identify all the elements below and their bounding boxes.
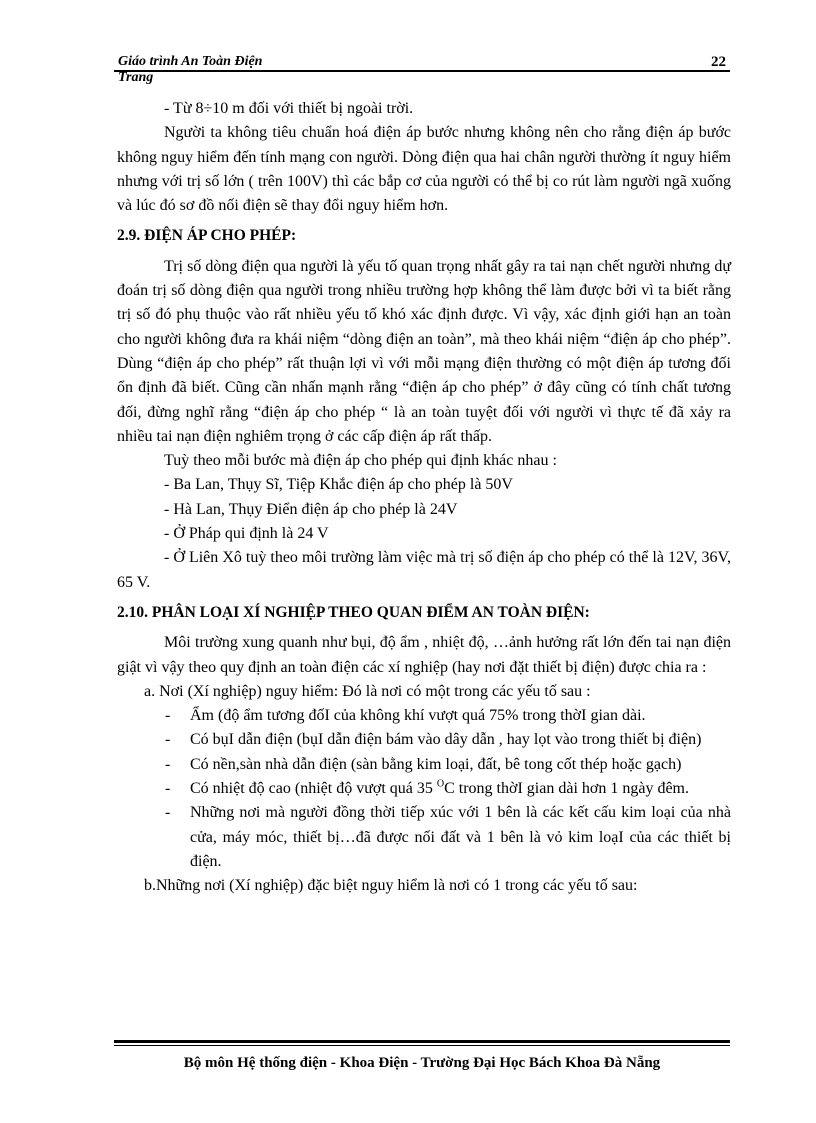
paragraph: Người ta không tiêu chuẩn hoá điện áp bước nhưng không nên cho rằng điện áp bước không nguy hiểm đến tính mạng con người. Dòng điện qua hai chân người thường ít nguy hiểm nhưng với trị số lớn ( trên 100V) thì các bắp cơ của người có thể bị co rút làm người ngã xuống và lúc đó sơ đồ nối điện sẽ thay đổi nguy hiểm hơn.	[117, 124, 731, 215]
list-item	[117, 753, 731, 777]
header-title: Giáo trình An Toàn Điện	[118, 54, 263, 69]
list-item: - Ba Lan, Thụy Sĩ, Tiệp Khắc điện áp cho phép là 50V	[164, 476, 513, 494]
page-header	[114, 54, 730, 90]
list-item	[117, 704, 731, 728]
header-subtitle: Trang	[118, 70, 154, 85]
list-item-text: Có bụI dẫn điện (bụI dẫn điện bám vào dây dẫn , hay lọt vào trong thiết bị điện)	[190, 731, 702, 749]
list-item	[117, 801, 731, 874]
subsection-b-title: b.Những nơi (Xí nghiệp) đặc biệt nguy hiểm là nơi có 1 trong các yếu tố sau:	[144, 877, 638, 895]
paragraph: Môi trường xung quanh như bụi, độ ẩm , nhiệt độ, …ảnh hưởng rất lớn đến tai nạn điện giật vì vậy theo quy định an toàn điện các xí nghiệp (hay nơi đặt thiết bị điện) được chia ra :	[117, 634, 731, 676]
list-item-text: C trong thờI gian dài hơn 1 ngày đêm.	[444, 780, 689, 798]
list-item-text: Ẩm (độ ẩm tương đốI của không khí vượt quá 75% trong thờI gian dài.	[190, 707, 646, 725]
paragraph: Tuỳ theo mỗi bước mà điện áp cho phép qui định khác nhau :	[164, 452, 557, 470]
bullet-mark: -	[165, 804, 171, 822]
list-item	[117, 728, 731, 752]
degree-superscript: O	[436, 778, 445, 790]
footer-rule	[114, 1045, 730, 1046]
footer-text: Bộ môn Hệ thống điện - Khoa Điện - Trường Đại Học Bách Khoa Đà Nẵng	[183, 1055, 661, 1071]
page-number: 22	[711, 54, 726, 70]
list-item	[117, 777, 731, 801]
subsection-a-title: a. Nơi (Xí nghiệp) nguy hiểm: Đó là nơi có một trong các yếu tố sau :	[144, 682, 591, 700]
bullet-mark: -	[165, 731, 171, 749]
list-item: - Ở Pháp qui định là 24 V	[164, 525, 329, 543]
bullet-mark: -	[165, 780, 171, 798]
page-body	[117, 97, 731, 899]
list-item: - Hà Lan, Thụy Điển điện áp cho phép là 24V	[164, 500, 458, 518]
section-heading-2-9: 2.9. ĐIỆN ÁP CHO PHÉP:	[117, 227, 297, 245]
paragraph: - Từ 8÷10 m đối với thiết bị ngoài trời.	[164, 100, 414, 117]
list-item-text: Những nơi mà người đồng thời tiếp xúc với 1 bên là các kết cấu kim loại của nhà cửa, máy móc, thiết bị…đã được nối đất và 1 bên là vỏ kim loạI của các thiết bị điện.	[190, 804, 731, 870]
list-item-text: Có nhiệt độ cao (nhiệt độ vượt quá 35	[190, 780, 437, 798]
bullet-mark: -	[165, 707, 171, 725]
list-item-text: Có nền,sàn nhà dẫn điện (sàn bằng kim loại, đất, bê tong cốt thép hoặc gạch)	[190, 755, 682, 773]
header-rule	[114, 70, 730, 72]
bullet-list	[117, 704, 731, 874]
bullet-mark: -	[165, 755, 171, 773]
section-heading-2-10: 2.10. PHÂN LOẠI XÍ NGHIỆP THEO QUAN ĐIỂM AN TOÀN ĐIỆN:	[117, 603, 590, 621]
footer-rule	[114, 1040, 730, 1043]
list-item: - Ở Liên Xô tuỳ theo môi trường làm việc mà trị số điện áp cho phép có thể là 12V, 36V, 65 V.	[117, 549, 731, 591]
paragraph: Trị số dòng điện qua người là yếu tố quan trọng nhất gây ra tai nạn chết người nhưng dự đoán trị số dòng điện qua người trong nhiều trường hợp không thể làm được bởi vì ta biết rằng trị số đó phụ thuộc vào rất nhiều yếu tố khó xác định được. Vì vậy, xác định giới hạn an toàn cho người không đưa ra khái niệm “dòng điện an toàn”, mà theo khái niệm “điện áp cho phép”. Dùng “điện áp cho phép” rất thuận lợi vì với mỗi mạng điện thường có một điện áp tương đối ổn định đã biết. Cũng cần nhấn mạnh rằng “điện áp cho phép” ở đây cũng có tính chất tương đối, đừng nghĩ rằng “điện áp cho phép “ là an toàn tuyệt đối với người vì thực tế đã xảy ra nhiều tai nạn điện nghiêm trọng ở các cấp điện áp rất thấp.	[117, 257, 731, 445]
page-footer	[114, 1040, 730, 1072]
